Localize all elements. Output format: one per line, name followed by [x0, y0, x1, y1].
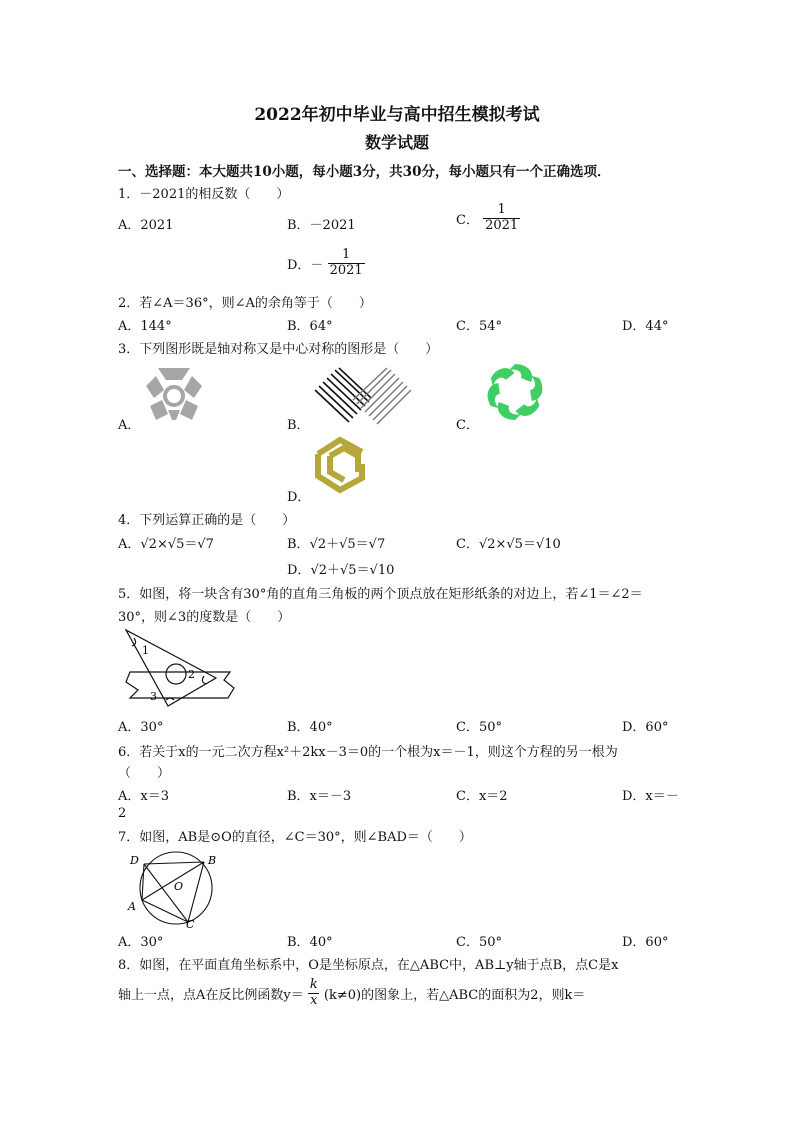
point-label-d: D	[130, 854, 139, 867]
question-6-stem-line2: （ ）	[118, 766, 171, 781]
exam-subtitle: 数学试题	[364, 133, 429, 152]
figure-3b-striped-shape-icon	[313, 366, 413, 426]
question-3-option-b: B．	[287, 418, 310, 433]
question-6-option-c: C．x＝2	[456, 789, 508, 804]
question-2-stem: 2．若∠A＝36°，则∠A的余角等于（ ）	[118, 296, 372, 311]
option-c-fraction	[483, 203, 520, 234]
figure-3a-gray-star-icon	[142, 366, 206, 422]
question-6-option-d-continued: 2	[118, 806, 127, 821]
question-3-option-c: C．	[456, 418, 479, 433]
question-4-stem: 4．下列运算正确的是（ ）	[118, 513, 296, 528]
angle-label-2: 2	[188, 668, 195, 681]
option-c-label: C．	[456, 212, 479, 228]
fraction-numerator: k	[309, 977, 318, 992]
question-5-option-b: B．40°	[287, 720, 333, 735]
exam-title: 2022年初中毕业与高中招生模拟考试	[254, 105, 540, 125]
question-2-option-d: D．44°	[622, 319, 669, 334]
question-4-option-c	[456, 533, 561, 552]
question-6-option-d: D．x＝－	[622, 789, 679, 804]
question-5-option-a: A．30°	[118, 720, 164, 735]
question-1-option-c	[456, 203, 520, 234]
question-7-option-c: C．50°	[456, 935, 502, 950]
question-6-option-b: B．x＝－3	[287, 789, 352, 804]
section-heading: 一、选择题：本大题共10小题，每小题3分，共30分，每小题只有一个正确选项．	[118, 164, 611, 180]
question-4-option-b	[287, 533, 385, 552]
option-label: B．	[287, 537, 310, 552]
fraction-denominator: 2021	[485, 217, 519, 233]
radical-expression: √2＋√5＝√7	[309, 537, 386, 552]
figure-5-triangle-strip-diagram	[120, 626, 242, 710]
option-d-fraction	[328, 248, 365, 279]
option-label: D．	[287, 563, 311, 578]
fraction-denominator: x	[310, 992, 318, 1008]
question-1-option-b: B．－2021	[287, 218, 356, 233]
question-5-option-c: C．50°	[456, 720, 502, 735]
fraction-numerator: 1	[341, 247, 351, 262]
option-label: C．	[456, 537, 479, 552]
question-7-option-a: A．30°	[118, 935, 164, 950]
question-3-stem: 3．下列图形既是轴对称又是中心对称的图形是（ ）	[118, 342, 439, 357]
question-2-option-c: C．54°	[456, 319, 502, 334]
q8-fraction	[308, 978, 320, 1009]
question-1-option-d	[287, 248, 365, 279]
question-4-option-a	[118, 533, 214, 552]
question-5-option-d: D．60°	[622, 720, 669, 735]
radical-expression: √2＋√5＝√10	[310, 563, 395, 578]
figure-7-circle-diagram	[124, 850, 220, 928]
fraction-numerator: 1	[497, 202, 506, 217]
question-7-option-d: D．60°	[622, 935, 669, 950]
point-label-b: B	[208, 854, 217, 867]
question-7-option-b: B．40°	[287, 935, 333, 950]
figure-3c-green-pinwheel-icon	[482, 362, 548, 422]
angle-label-3: 3	[150, 690, 157, 703]
radical-expression: √2×√5＝√10	[478, 537, 561, 552]
angle-label-1: 1	[142, 644, 149, 657]
question-4-option-d	[287, 559, 394, 578]
point-label-a: A	[128, 900, 136, 913]
question-5-stem-line1: 5．如图，将一块含有30°角的直角三角板的两个顶点放在矩形纸条的对边上，若∠1＝∠2＝	[118, 587, 643, 602]
question-8-stem-line2	[118, 978, 585, 1009]
question-2-option-a: A．144°	[118, 319, 172, 334]
option-label: A．	[118, 537, 141, 552]
question-7-stem: 7．如图，AB是⊙O的直径，∠C＝30°，则∠BAD＝（ ）	[118, 830, 472, 845]
question-1-stem: 1．－2021的相反数（ ）	[118, 187, 290, 202]
point-label-c: C	[186, 918, 195, 928]
question-5-stem-line2: 30°，则∠3的度数是（ ）	[118, 610, 291, 625]
fraction-denominator: 2021	[329, 262, 363, 278]
question-3-option-a: A．	[118, 418, 141, 433]
question-2-option-b: B．64°	[287, 319, 333, 334]
radical-expression: √2×√5＝√7	[140, 537, 214, 552]
question-8-stem-line1: 8．如图，在平面直角坐标系中，O是坐标原点，在△ABC中，AB⊥y轴于点B，点C是x	[118, 958, 619, 973]
question-6-option-a: A．x＝3	[118, 789, 169, 804]
question-3-option-d: D．	[287, 490, 311, 505]
figure-3d-olive-hexagon-icon	[314, 436, 372, 494]
question-6-stem-line1: 6．若关于x的一元二次方程x²＋2kx－3＝0的一个根为x＝－1，则这个方程的另一根为	[118, 745, 618, 760]
point-label-o: O	[174, 880, 184, 893]
q8-text-b: (k≠0)的图象上，若△ABC的面积为2，则k＝	[323, 987, 586, 1003]
q8-text-a: 轴上一点，点A在反比例函数y＝	[118, 987, 304, 1003]
question-1-option-a: A．2021	[118, 218, 174, 233]
option-d-label: D．－	[287, 257, 324, 273]
